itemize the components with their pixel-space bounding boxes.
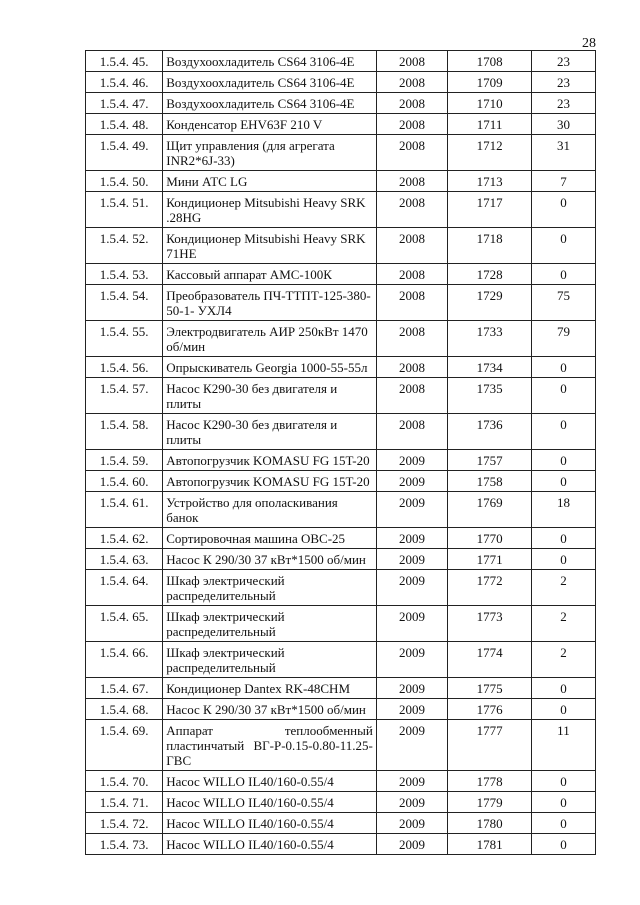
table-row [86, 171, 596, 192]
item-year-cell: 2009 [376, 528, 447, 549]
inventory-number-cell: 1778 [448, 771, 532, 792]
item-number-cell: 1.5.4. 62. [86, 528, 163, 549]
item-name-cell: Воздухоохладитель CS64 3106-4E [163, 72, 377, 93]
inventory-number-cell: 1774 [448, 642, 532, 678]
item-number-cell: 1.5.4. 63. [86, 549, 163, 570]
item-year-cell: 2009 [376, 549, 447, 570]
item-number-cell: 1.5.4. 48. [86, 114, 163, 135]
item-value-cell: 0 [531, 378, 595, 414]
table-row [86, 813, 596, 834]
item-year-cell: 2009 [376, 570, 447, 606]
item-name-cell: Шкаф электрический распределительный [163, 570, 377, 606]
table-row [86, 135, 596, 171]
item-number-cell: 1.5.4. 45. [86, 51, 163, 72]
table-row [86, 414, 596, 450]
item-name-cell: Кондиционер Mitsubishi Heavy SRK 71HE [163, 228, 377, 264]
item-name-cell: Насос К290-30 без двигателя и плиты [163, 378, 377, 414]
item-number-cell: 1.5.4. 49. [86, 135, 163, 171]
inventory-number-cell: 1709 [448, 72, 532, 93]
inventory-number-cell: 1776 [448, 699, 532, 720]
page-number: 28 [582, 36, 596, 51]
item-value-cell: 0 [531, 192, 595, 228]
item-value-cell: 18 [531, 492, 595, 528]
item-year-cell: 2008 [376, 135, 447, 171]
item-number-cell: 1.5.4. 55. [86, 321, 163, 357]
item-number-cell: 1.5.4. 56. [86, 357, 163, 378]
item-name-cell: Мини АТС LG [163, 171, 377, 192]
table-row [86, 321, 596, 357]
inventory-table-body [86, 51, 596, 855]
item-value-cell: 7 [531, 171, 595, 192]
inventory-number-cell: 1769 [448, 492, 532, 528]
item-year-cell: 2008 [376, 321, 447, 357]
item-value-cell: 0 [531, 528, 595, 549]
item-value-cell: 0 [531, 357, 595, 378]
table-row [86, 792, 596, 813]
inventory-number-cell: 1736 [448, 414, 532, 450]
item-number-cell: 1.5.4. 57. [86, 378, 163, 414]
item-value-cell: 0 [531, 450, 595, 471]
item-value-cell: 23 [531, 51, 595, 72]
inventory-number-cell: 1708 [448, 51, 532, 72]
item-value-cell: 0 [531, 228, 595, 264]
item-year-cell: 2008 [376, 357, 447, 378]
table-row [86, 549, 596, 570]
item-name-cell: Воздухоохладитель CS64 3106-4E [163, 51, 377, 72]
item-name-cell: Щит управления (для агрегата INR2*6J-33) [163, 135, 377, 171]
table-row [86, 450, 596, 471]
item-year-cell: 2009 [376, 471, 447, 492]
item-year-cell: 2008 [376, 72, 447, 93]
item-number-cell: 1.5.4. 66. [86, 642, 163, 678]
item-number-cell: 1.5.4. 71. [86, 792, 163, 813]
item-name-cell: Электродвигатель АИР 250кВт 1470 об/мин [163, 321, 377, 357]
item-year-cell: 2009 [376, 642, 447, 678]
table-row [86, 72, 596, 93]
inventory-number-cell: 1779 [448, 792, 532, 813]
item-value-cell: 0 [531, 471, 595, 492]
table-row [86, 51, 596, 72]
item-year-cell: 2009 [376, 450, 447, 471]
item-number-cell: 1.5.4. 52. [86, 228, 163, 264]
item-year-cell: 2008 [376, 171, 447, 192]
item-value-cell: 0 [531, 813, 595, 834]
inventory-number-cell: 1777 [448, 720, 532, 771]
item-name-cell: Конденсатор EHV63F 210 V [163, 114, 377, 135]
inventory-number-cell: 1758 [448, 471, 532, 492]
item-number-cell: 1.5.4. 54. [86, 285, 163, 321]
item-number-cell: 1.5.4. 65. [86, 606, 163, 642]
inventory-number-cell: 1775 [448, 678, 532, 699]
table-row [86, 720, 596, 771]
item-year-cell: 2008 [376, 264, 447, 285]
item-year-cell: 2008 [376, 378, 447, 414]
item-name-cell: Кассовый аппарат АМС-100К [163, 264, 377, 285]
table-row [86, 528, 596, 549]
table-row [86, 228, 596, 264]
item-number-cell: 1.5.4. 51. [86, 192, 163, 228]
inventory-number-cell: 1770 [448, 528, 532, 549]
inventory-number-cell: 1781 [448, 834, 532, 855]
item-number-cell: 1.5.4. 53. [86, 264, 163, 285]
item-name-cell: Автопогрузчик KOMASU FG 15T-20 [163, 471, 377, 492]
table-row [86, 357, 596, 378]
item-year-cell: 2009 [376, 699, 447, 720]
inventory-number-cell: 1772 [448, 570, 532, 606]
item-number-cell: 1.5.4. 69. [86, 720, 163, 771]
inventory-number-cell: 1729 [448, 285, 532, 321]
table-row [86, 678, 596, 699]
item-year-cell: 2009 [376, 492, 447, 528]
item-year-cell: 2009 [376, 678, 447, 699]
inventory-number-cell: 1773 [448, 606, 532, 642]
item-value-cell: 75 [531, 285, 595, 321]
item-value-cell: 0 [531, 834, 595, 855]
item-name-cell: Насос К290-30 без двигателя и плиты [163, 414, 377, 450]
table-row [86, 642, 596, 678]
item-number-cell: 1.5.4. 58. [86, 414, 163, 450]
item-year-cell: 2009 [376, 834, 447, 855]
item-year-cell: 2009 [376, 720, 447, 771]
inventory-number-cell: 1780 [448, 813, 532, 834]
item-year-cell: 2008 [376, 51, 447, 72]
inventory-number-cell: 1728 [448, 264, 532, 285]
item-year-cell: 2008 [376, 192, 447, 228]
table-row [86, 606, 596, 642]
item-year-cell: 2008 [376, 285, 447, 321]
item-year-cell: 2009 [376, 792, 447, 813]
item-value-cell: 0 [531, 414, 595, 450]
item-name-cell: Преобразователь ПЧ-ТТПТ-125-380-50-1- УХЛ4 [163, 285, 377, 321]
item-name-cell: Насос WILLO IL40/160-0.55/4 [163, 834, 377, 855]
item-number-cell: 1.5.4. 47. [86, 93, 163, 114]
inventory-number-cell: 1713 [448, 171, 532, 192]
item-number-cell: 1.5.4. 61. [86, 492, 163, 528]
item-value-cell: 30 [531, 114, 595, 135]
item-name-cell: Шкаф электрический распределительный [163, 606, 377, 642]
table-row [86, 570, 596, 606]
item-value-cell: 31 [531, 135, 595, 171]
item-number-cell: 1.5.4. 59. [86, 450, 163, 471]
item-year-cell: 2008 [376, 414, 447, 450]
item-number-cell: 1.5.4. 68. [86, 699, 163, 720]
item-year-cell: 2009 [376, 771, 447, 792]
item-name-cell: Опрыскиватель Georgia 1000-55-55л [163, 357, 377, 378]
item-year-cell: 2009 [376, 606, 447, 642]
table-row [86, 93, 596, 114]
item-name-cell: Насос К 290/30 37 кВт*1500 об/мин [163, 699, 377, 720]
item-value-cell: 0 [531, 678, 595, 699]
item-value-cell: 23 [531, 93, 595, 114]
inventory-number-cell: 1712 [448, 135, 532, 171]
table-row [86, 192, 596, 228]
item-value-cell: 2 [531, 606, 595, 642]
item-name-cell: Насос WILLO IL40/160-0.55/4 [163, 792, 377, 813]
table-row [86, 114, 596, 135]
table-row [86, 699, 596, 720]
inventory-number-cell: 1718 [448, 228, 532, 264]
item-value-cell: 2 [531, 570, 595, 606]
item-value-cell: 23 [531, 72, 595, 93]
item-value-cell: 0 [531, 792, 595, 813]
table-row [86, 471, 596, 492]
table-row [86, 834, 596, 855]
table-row [86, 264, 596, 285]
table-row [86, 492, 596, 528]
item-value-cell: 79 [531, 321, 595, 357]
item-number-cell: 1.5.4. 60. [86, 471, 163, 492]
item-value-cell: 0 [531, 771, 595, 792]
inventory-number-cell: 1771 [448, 549, 532, 570]
item-name-cell: Шкаф электрический распределительный [163, 642, 377, 678]
inventory-number-cell: 1733 [448, 321, 532, 357]
item-name-cell: Сортировочная машина ОВС-25 [163, 528, 377, 549]
item-value-cell: 0 [531, 264, 595, 285]
item-year-cell: 2008 [376, 228, 447, 264]
table-row [86, 285, 596, 321]
item-year-cell: 2009 [376, 813, 447, 834]
inventory-table [85, 50, 596, 855]
item-name-cell: Аппарат теплообменный пластинчатый ВГ-Р-0.15-0.80-11.25-ГВС [163, 720, 377, 771]
inventory-number-cell: 1735 [448, 378, 532, 414]
item-value-cell: 0 [531, 699, 595, 720]
inventory-number-cell: 1734 [448, 357, 532, 378]
item-number-cell: 1.5.4. 64. [86, 570, 163, 606]
inventory-number-cell: 1717 [448, 192, 532, 228]
item-year-cell: 2008 [376, 114, 447, 135]
item-name-cell: Кондиционер Mitsubishi Heavy SRK .28HG [163, 192, 377, 228]
item-name-cell: Насос WILLO IL40/160-0.55/4 [163, 771, 377, 792]
item-value-cell: 2 [531, 642, 595, 678]
item-number-cell: 1.5.4. 67. [86, 678, 163, 699]
item-name-cell: Кондиционер Dantex RK-48CHM [163, 678, 377, 699]
item-value-cell: 0 [531, 549, 595, 570]
item-number-cell: 1.5.4. 72. [86, 813, 163, 834]
item-number-cell: 1.5.4. 73. [86, 834, 163, 855]
item-name-cell: Воздухоохладитель CS64 3106-4E [163, 93, 377, 114]
table-row [86, 771, 596, 792]
item-number-cell: 1.5.4. 70. [86, 771, 163, 792]
item-name-cell: Автопогрузчик KOMASU FG 15T-20 [163, 450, 377, 471]
item-year-cell: 2008 [376, 93, 447, 114]
item-name-cell: Насос К 290/30 37 кВт*1500 об/мин [163, 549, 377, 570]
item-number-cell: 1.5.4. 50. [86, 171, 163, 192]
item-value-cell: 11 [531, 720, 595, 771]
item-number-cell: 1.5.4. 46. [86, 72, 163, 93]
inventory-number-cell: 1710 [448, 93, 532, 114]
table-row [86, 378, 596, 414]
inventory-number-cell: 1757 [448, 450, 532, 471]
inventory-number-cell: 1711 [448, 114, 532, 135]
item-name-cell: Устройство для ополаскивания банок [163, 492, 377, 528]
item-name-cell: Насос WILLO IL40/160-0.55/4 [163, 813, 377, 834]
